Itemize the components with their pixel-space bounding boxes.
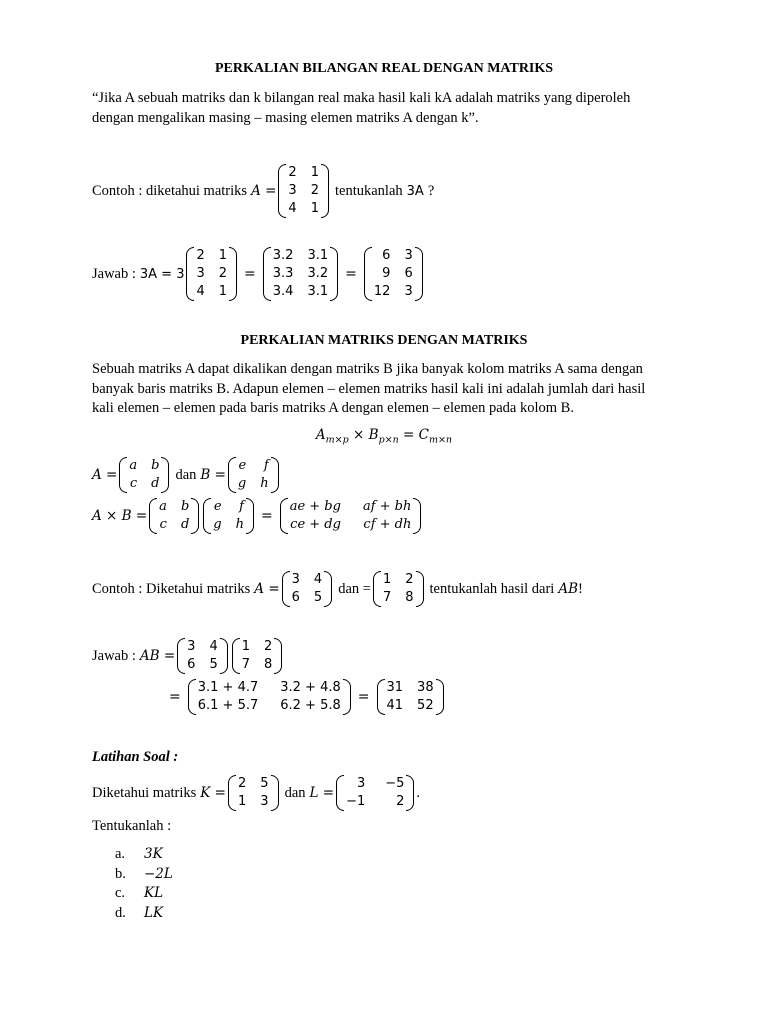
- matrix-example-B-repeat: [232, 638, 283, 674]
- example-1-suffix: tentukanlah: [334, 182, 403, 199]
- matrix-generic-A: [119, 457, 169, 493]
- matrix-cell: 1: [218, 284, 228, 299]
- matrix-cell: 2: [218, 266, 228, 281]
- matrix-cell: cf + dh: [363, 517, 412, 532]
- exercise-period: .: [416, 784, 421, 801]
- matrix-cell: 6: [382, 248, 391, 263]
- section-title-real-scalar: PERKALIAN BILANGAN REAL DENGAN MATRIKS: [214, 61, 554, 76]
- matrix-generic-B-factor: [203, 498, 254, 534]
- matrix-example-A: [282, 571, 333, 607]
- example-2-exclamation: !: [578, 580, 583, 597]
- matrix-cell: 6.1 + 5.7: [197, 698, 259, 713]
- example-2: [92, 571, 583, 607]
- matrix-cell: 3: [404, 248, 413, 263]
- matrix-L-lhs: L =: [309, 785, 335, 801]
- matrix-result: [364, 247, 423, 301]
- matrix-cell: f: [239, 499, 244, 514]
- example-2-dan: dan =: [338, 580, 371, 597]
- matrix-example-A-repeat: [177, 638, 228, 674]
- example-1-A-label: A =: [251, 183, 277, 199]
- dan-text: dan: [175, 466, 197, 483]
- exercise-given: [92, 775, 420, 811]
- matrix-cell: 3: [196, 266, 205, 281]
- exercise-list: [115, 845, 173, 923]
- matrix-cell: b: [180, 499, 190, 514]
- example-1-prefix: Contoh : diketahui matriks: [92, 182, 248, 199]
- example-2-prefix: Contoh : Diketahui matriks: [92, 580, 251, 597]
- matrix-cell: 9: [382, 266, 391, 281]
- matrix-cell: 4: [209, 639, 218, 654]
- matrix-cell: 2: [288, 165, 297, 180]
- matrix-cell: c: [129, 476, 138, 491]
- matrix-cell: 31: [386, 680, 404, 695]
- matrix-products: [263, 247, 338, 301]
- matrix-cell: 7: [241, 657, 251, 672]
- matrix-K-lhs: K =: [200, 785, 226, 801]
- definition-paragraph: [92, 89, 682, 128]
- product-lhs: A × B =: [92, 508, 148, 524]
- definition-line-1: “Jika A sebuah matriks dan k bilangan real maka hasil kali kA adalah matriks yang diperoleh: [92, 90, 631, 106]
- paragraph-line-1: Sebuah matriks A dapat dikalikan dengan matriks B jika banyak kolom matriks A sama dengan: [92, 361, 643, 377]
- matrix-cell: 3: [187, 639, 196, 654]
- matrix-cell: 3: [288, 183, 297, 198]
- matrix-example-expansion: [188, 679, 351, 715]
- matrix-product-paragraph: [92, 360, 682, 419]
- matrix-cell: 4: [196, 284, 205, 299]
- matrix-cell: 3.2 + 4.8: [280, 680, 341, 695]
- matrix-generic-A-factor: [149, 498, 199, 534]
- matrix-cell: 52: [417, 698, 434, 713]
- matrix-cell: 2: [405, 572, 414, 587]
- item-expression: KL: [144, 885, 164, 901]
- matrix-cell: 2: [196, 248, 205, 263]
- answer-2-lhs: AB =: [139, 648, 176, 664]
- matrix-cell: 12: [373, 284, 391, 299]
- item-expression: −2L: [144, 865, 173, 882]
- matrix-cell: e: [238, 458, 247, 473]
- exercise-heading: Latihan Soal :: [92, 749, 179, 765]
- matrix-cell: 41: [386, 698, 404, 713]
- example-1: [92, 164, 434, 218]
- answer-2-line-1: [92, 638, 284, 674]
- matrix-cell: 2: [310, 183, 319, 198]
- example-2-target: AB: [558, 581, 579, 597]
- matrix-cell: 2: [264, 639, 273, 654]
- matrix-cell: 3: [260, 794, 269, 809]
- dimension-formula: [0, 427, 768, 446]
- example-1-target: 3A: [406, 183, 424, 199]
- answer-2-line-2: = 3.1 + 4.7 3.2 + 4.8 6.1 + 5.7 6.2 + 5.8 = 31 38 41 52: [164, 679, 446, 715]
- item-letter: b.: [115, 865, 126, 882]
- matrix-cell: 4: [288, 201, 297, 216]
- matrix-cell: 3: [291, 572, 300, 587]
- formula-text: $A_{m\times p} \times B_{p\times n} = C_{m\times n}$: [315, 427, 453, 446]
- paragraph-line-2: banyak baris matriks B. Adapun elemen – elemen matriks hasil kali ini adalah jumlah dari hasil: [92, 380, 646, 397]
- matrix-cell: 3: [404, 284, 413, 299]
- item-expression: 3K: [144, 846, 163, 862]
- exercise-prefix: Diketahui matriks: [92, 784, 197, 801]
- matrix-cell: 6: [404, 266, 413, 281]
- answer-1-lhs: 3A = 3: [139, 266, 185, 282]
- generic-product: A × B = a b c d e f g h = ae + bg af + bh ce + dg cf + dh: [92, 498, 423, 534]
- matrix-cell: 2: [238, 776, 247, 791]
- matrix-generic-B: [228, 457, 279, 493]
- matrix-cell: −1: [346, 794, 366, 809]
- matrix-K: [228, 775, 279, 811]
- matrix-A-repeat: [186, 247, 237, 301]
- matrix-cell: ae + bg: [289, 499, 341, 514]
- matrix-cell: g: [237, 476, 247, 491]
- matrix-cell: 1: [310, 201, 319, 216]
- matrix-cell: a: [129, 458, 138, 473]
- exercise-item-b: [115, 865, 173, 885]
- matrix-cell: h: [235, 517, 244, 532]
- matrix-generic-product: [280, 498, 422, 534]
- matrix-cell: 7: [382, 590, 392, 605]
- matrix-cell: d: [180, 517, 190, 532]
- matrix-cell: 3.2: [272, 248, 294, 263]
- matrix-cell: −5: [385, 776, 405, 791]
- matrix-cell: 1: [218, 248, 228, 263]
- matrix-cell: e: [213, 499, 222, 514]
- matrix-cell: 5: [313, 590, 323, 605]
- matrix-cell: 1: [382, 572, 392, 587]
- answer-1-prefix: Jawab :: [92, 265, 136, 282]
- matrix-A-3x2: [278, 164, 329, 218]
- matrix-cell: ce + dg: [290, 517, 341, 532]
- matrix-cell: 6.2 + 5.8: [280, 698, 341, 713]
- matrix-cell: af + bh: [362, 499, 412, 514]
- matrix-cell: 38: [417, 680, 434, 695]
- defB-lhs: B =: [200, 467, 226, 483]
- matrix-cell: 5: [260, 776, 269, 791]
- matrix-cell: 8: [264, 657, 273, 672]
- matrix-cell: 3.4: [272, 284, 294, 299]
- section-title-matrix-product: PERKALIAN MATRIKS DENGAN MATRIKS: [240, 333, 528, 348]
- matrix-cell: 3.2: [307, 266, 329, 281]
- matrix-cell: 1: [241, 639, 251, 654]
- item-letter: a.: [115, 846, 126, 862]
- matrix-example-B: [373, 571, 424, 607]
- exercise-item-a: [115, 845, 173, 865]
- answer-1: Jawab : 3A = 3 2 1 3 2 4 1 = 3.2 3.1 3.3 3.2 3.4 3.1 = 6 3 9 6 12 3: [92, 247, 425, 301]
- matrix-cell: c: [159, 517, 167, 532]
- matrix-cell: 3.3: [272, 266, 294, 281]
- matrix-cell: 5: [209, 657, 218, 672]
- generic-matrix-definition: [92, 457, 281, 493]
- example-1-question: ?: [427, 182, 435, 199]
- matrix-example-result: [377, 679, 444, 715]
- matrix-cell: a: [159, 499, 167, 514]
- matrix-cell: g: [213, 517, 222, 532]
- matrix-cell: 3.1: [307, 248, 329, 263]
- matrix-cell: 4: [313, 572, 323, 587]
- defA-lhs: A =: [92, 467, 118, 483]
- exercise-instruction: Tentukanlah :: [92, 818, 172, 834]
- matrix-cell: 1: [238, 794, 247, 809]
- matrix-cell: 6: [291, 590, 300, 605]
- matrix-cell: f: [263, 458, 269, 473]
- exercise-item-c: [115, 884, 173, 904]
- matrix-cell: 8: [405, 590, 414, 605]
- matrix-cell: 3.1 + 4.7: [197, 680, 259, 695]
- matrix-cell: 1: [310, 165, 319, 180]
- matrix-cell: 3: [356, 776, 366, 791]
- matrix-cell: 6: [187, 657, 196, 672]
- matrix-cell: d: [151, 476, 160, 491]
- matrix-cell: 3.1: [307, 284, 329, 299]
- item-letter: c.: [115, 885, 126, 901]
- matrix-L: [336, 775, 414, 811]
- answer-2-prefix: Jawab :: [92, 647, 136, 664]
- item-letter: d.: [115, 904, 126, 921]
- example-2-suffix: tentukanlah hasil dari: [429, 580, 555, 597]
- exercise-item-d: [115, 904, 173, 924]
- exercise-dan: dan: [284, 784, 306, 801]
- paragraph-line-3: kali elemen – elemen pada baris matriks A dengan elemen – elemen pada kolom B.: [92, 400, 574, 416]
- matrix-cell: 2: [396, 794, 405, 809]
- matrix-cell: b: [151, 458, 160, 473]
- example-2-A-lhs: A =: [254, 581, 280, 597]
- item-expression: LK: [144, 904, 164, 921]
- definition-line-2: dengan mengalikan masing – masing elemen matriks A dengan k”.: [92, 109, 479, 126]
- matrix-cell: h: [260, 476, 269, 491]
